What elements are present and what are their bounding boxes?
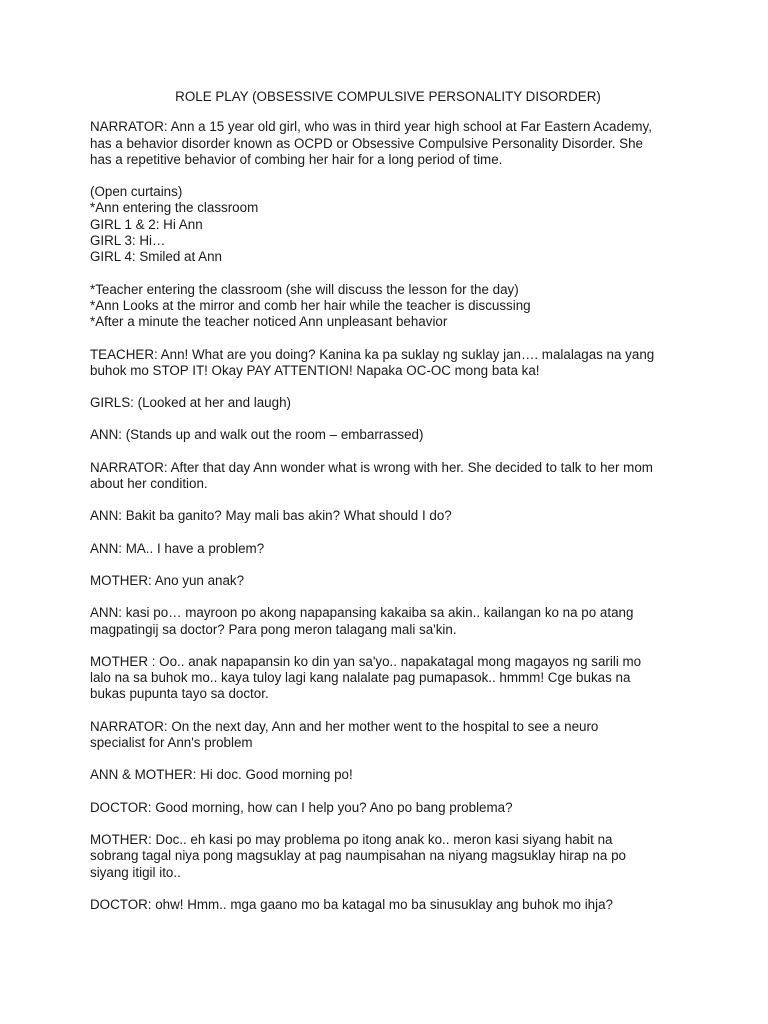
script-paragraph	[90, 605, 690, 638]
script-line: bukas pupunta tayo sa doctor.	[90, 686, 269, 702]
script-body	[90, 119, 690, 913]
script-line: MOTHER: Doc.. eh kasi po may problema po itong anak ko.. meron kasi siyang habit na	[90, 831, 613, 847]
script-line: (Open curtains)	[90, 184, 183, 200]
script-line: NARRATOR: After that day Ann wonder what is wrong with her. She decided to talk to her mom	[90, 459, 653, 475]
script-line: GIRLS: (Looked at her and laugh)	[90, 395, 291, 411]
script-line: NARRATOR: On the next day, Ann and her mother went to the hospital to see a neuro	[90, 718, 599, 734]
script-line: buhok mo STOP IT! Okay PAY ATTENTION! Napaka OC-OC mong bata ka!	[90, 362, 540, 378]
script-line: specialist for Ann's problem	[90, 735, 253, 751]
script-line: has a repetitive behavior of combing her hair for a long period of time.	[90, 151, 503, 167]
script-line: ANN & MOTHER: Hi doc. Good morning po!	[90, 767, 353, 783]
script-line: ANN: Bakit ba ganito? May mali bas akin? What should I do?	[90, 508, 452, 524]
script-line: *After a minute the teacher noticed Ann unpleasant behavior	[90, 314, 448, 330]
document-title: ROLE PLAY (OBSESSIVE COMPULSIVE PERSONALITY DISORDER)	[175, 89, 601, 104]
script-paragraph	[90, 347, 690, 380]
script-paragraph	[90, 508, 690, 524]
script-line: *Ann entering the classroom	[90, 200, 259, 216]
script-line: TEACHER: Ann! What are you doing? Kanina ka pa suklay ng suklay jan…. malalagas na yang	[90, 346, 655, 362]
script-line: DOCTOR: Good morning, how can I help you? Ano po bang problema?	[90, 799, 513, 815]
script-paragraph	[90, 719, 690, 752]
script-line: *Teacher entering the classroom (she will discuss the lesson for the day)	[90, 281, 519, 297]
script-line: *Ann Looks at the mirror and comb her hair while the teacher is discussing	[90, 297, 531, 313]
script-line: GIRL 1 & 2: Hi Ann	[90, 216, 203, 232]
script-paragraph	[90, 460, 690, 493]
script-line: ANN: kasi po… mayroon po akong napapansing kakaiba sa akin.. kailangan ko na po atang	[90, 605, 634, 621]
script-line: ANN: (Stands up and walk out the room – embarrassed)	[90, 427, 424, 443]
script-line: MOTHER: Ano yun anak?	[90, 572, 245, 588]
script-paragraph	[90, 541, 690, 557]
script-line: lalo na sa buhok mo.. kaya tuloy lagi kang nalalate pag pumapasok.. hmmm! Cge bukas na	[90, 670, 631, 686]
script-paragraph	[90, 119, 690, 168]
script-line: ANN: MA.. I have a problem?	[90, 540, 265, 556]
script-paragraph	[90, 767, 690, 783]
script-line: has a behavior disorder known as OCPD or Obsessive Compulsive Personality Disorder. She	[90, 135, 643, 151]
script-paragraph	[90, 897, 690, 913]
script-line: siyang itigil ito..	[90, 864, 181, 880]
script-paragraph	[90, 395, 690, 411]
script-line: DOCTOR: ohw! Hmm.. mga gaano mo ba katagal mo ba sinusuklay ang buhok mo ihja?	[90, 896, 613, 912]
script-line: sobrang tagal niya pong magsuklay at pag naumpisahan na niyang magsuklay hirap na po	[90, 848, 626, 864]
script-paragraph	[90, 832, 690, 881]
document-page	[90, 89, 690, 929]
script-paragraph	[90, 654, 690, 703]
script-paragraph	[90, 427, 690, 443]
script-line: MOTHER : Oo.. anak napapansin ko din yan sa'yo.. napakatagal mong magayos ng sarili mo	[90, 653, 642, 669]
script-line: magpatingij sa doctor? Para pong meron talagang mali sa'kin.	[90, 621, 457, 637]
script-line: NARRATOR: Ann a 15 year old girl, who was in third year high school at Far Eastern Academy,	[90, 119, 652, 135]
script-paragraph	[90, 184, 690, 265]
script-line: GIRL 4: Smiled at Ann	[90, 249, 222, 265]
script-paragraph	[90, 573, 690, 589]
script-line: about her condition.	[90, 476, 208, 492]
script-paragraph	[90, 282, 690, 331]
script-paragraph	[90, 800, 690, 816]
script-line: GIRL 3: Hi…	[90, 233, 166, 249]
